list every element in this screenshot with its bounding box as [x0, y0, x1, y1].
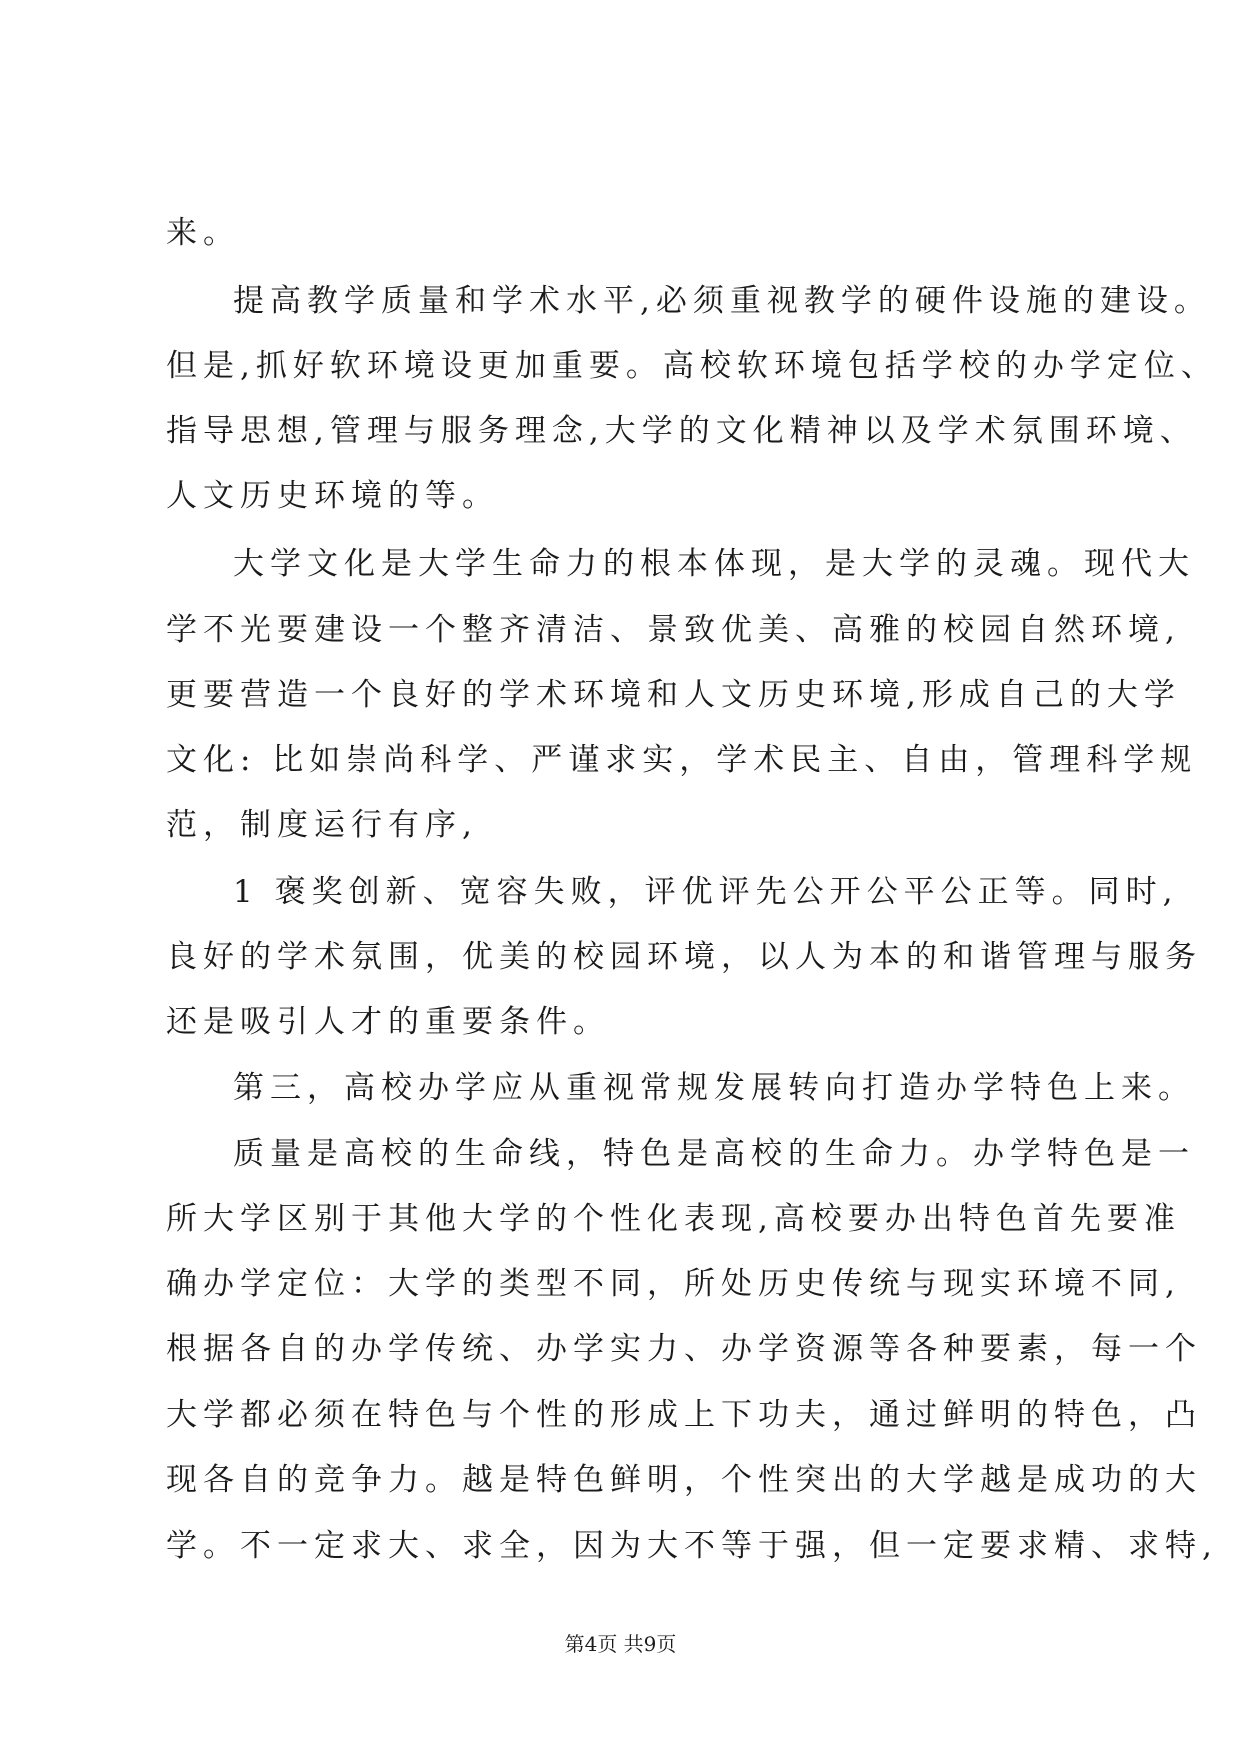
text-line: 更要营造一个良好的学术环境和人文历史环境,形成自己的大学: [166, 677, 1181, 713]
text-line: 来。: [166, 215, 240, 251]
text-line: 大学文化是大学生命力的根本体现，是大学的灵魂。现代大: [233, 546, 1195, 582]
text-line: 大学都必须在特色与个性的形成上下功夫，通过鲜明的特色，凸: [166, 1397, 1202, 1433]
text-line: 但是,抓好软环境设更加重要。高校软环境包括学校的办学定位、: [166, 348, 1218, 384]
text-line: 提高教学质量和学术水平,必须重视教学的硬件设施的建设。: [233, 283, 1211, 319]
text-line: 现各自的竞争力。越是特色鲜明，个性突出的大学越是成功的大: [166, 1462, 1202, 1498]
text-line: 学不光要建设一个整齐清洁、景致优美、高雅的校园自然环境,: [166, 612, 1181, 648]
text-line: 质量是高校的生命线，特色是高校的生命力。办学特色是一: [233, 1136, 1195, 1172]
page-footer: 第4页 共9页: [564, 1632, 677, 1656]
text-line: 人文历史环境的等。: [166, 478, 499, 514]
text-line: 根据各自的办学传统、办学实力、办学资源等各种要素，每一个: [166, 1331, 1202, 1367]
text-line: 文化: 比如崇尚科学、严谨求实，学术民主、自由，管理科学规: [166, 742, 1198, 778]
text-line: 1 褒奖创新、宽容失败，评优评先公开公平公正等。同时,: [233, 874, 1179, 910]
text-line: 指导思想,管理与服务理念,大学的文化精神以及学术氛围环境、: [166, 413, 1197, 449]
text-line: 学。不一定求大、求全，因为大不等于强，但一定要求精、求特,: [166, 1528, 1218, 1564]
text-line: 还是吸引人才的重要条件。: [166, 1004, 610, 1040]
text-line: 良好的学术氛围，优美的校园环境，以人为本的和谐管理与服务: [166, 939, 1202, 975]
text-line: 所大学区别于其他大学的个性化表现,高校要办出特色首先要准: [166, 1201, 1181, 1237]
text-line: 第三，高校办学应从重视常规发展转向打造办学特色上来。: [233, 1070, 1195, 1106]
text-line: 范，制度运行有序,: [166, 807, 478, 843]
text-line: 确办学定位：大学的类型不同，所处历史传统与现实环境不同,: [166, 1266, 1181, 1302]
